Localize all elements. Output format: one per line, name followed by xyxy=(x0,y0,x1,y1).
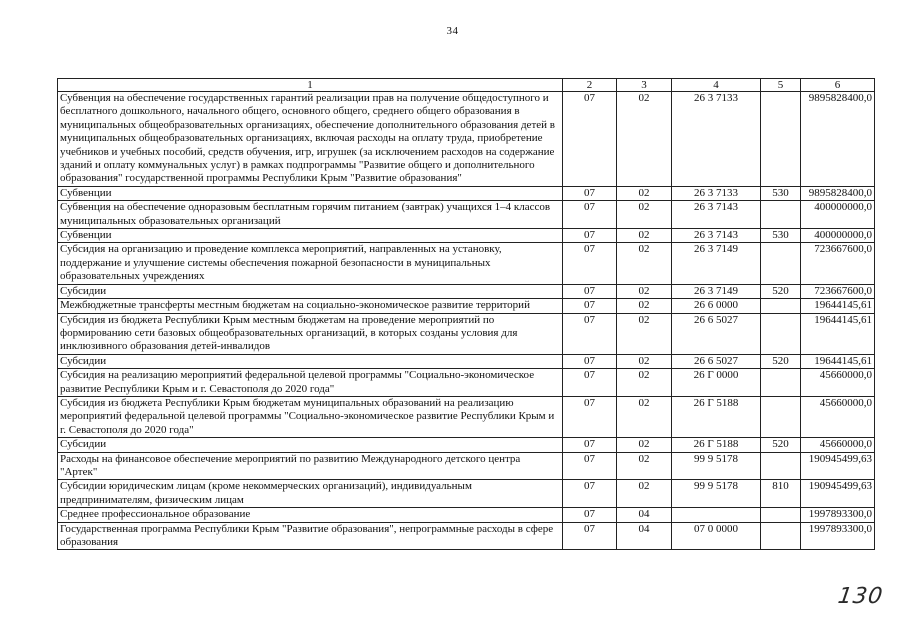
cell-amount: 19644145,61 xyxy=(801,354,875,368)
cell-target-article: 26 3 7143 xyxy=(672,229,761,243)
cell-section: 07 xyxy=(563,480,617,508)
table-row xyxy=(58,229,875,243)
cell-name: Среднее профессиональное образование xyxy=(58,508,563,522)
cell-amount: 723667600,0 xyxy=(801,243,875,284)
cell-section: 07 xyxy=(563,354,617,368)
table-row xyxy=(58,438,875,452)
cell-expense-type: 520 xyxy=(761,354,801,368)
table-row xyxy=(58,186,875,200)
cell-expense-type xyxy=(761,299,801,313)
table-row xyxy=(58,354,875,368)
cell-section: 07 xyxy=(563,284,617,298)
cell-amount: 190945499,63 xyxy=(801,452,875,480)
table-row xyxy=(58,522,875,550)
page-number: 34 xyxy=(446,25,459,37)
cell-section: 07 xyxy=(563,299,617,313)
cell-amount: 19644145,61 xyxy=(801,299,875,313)
cell-name: Субсидия из бюджета Республики Крым бюджетам муниципальных образований на реализацию мероприятий федеральной целевой программы "Социально-экономическое развитие Республики Крым и г. Севастополя до 2020 года" xyxy=(58,396,563,437)
cell-expense-type xyxy=(761,508,801,522)
header-col-2: 2 xyxy=(563,79,617,92)
table-row xyxy=(58,396,875,437)
table-row xyxy=(58,201,875,229)
cell-subsection: 02 xyxy=(617,396,672,437)
cell-subsection: 04 xyxy=(617,508,672,522)
cell-expense-type: 520 xyxy=(761,284,801,298)
cell-section: 07 xyxy=(563,452,617,480)
cell-amount: 45660000,0 xyxy=(801,438,875,452)
cell-expense-type xyxy=(761,369,801,397)
cell-name: Расходы на финансовое обеспечение мероприятий по развитию Международного детского центра "Артек" xyxy=(58,452,563,480)
cell-expense-type xyxy=(761,92,801,187)
cell-section: 07 xyxy=(563,396,617,437)
cell-subsection: 02 xyxy=(617,354,672,368)
table-row xyxy=(58,369,875,397)
cell-target-article: 26 Г 5188 xyxy=(672,438,761,452)
cell-amount: 723667600,0 xyxy=(801,284,875,298)
cell-target-article: 99 9 5178 xyxy=(672,480,761,508)
cell-subsection: 02 xyxy=(617,452,672,480)
cell-name: Субвенция на обеспечение государственных гарантий реализации прав на получение общедоступного и бесплатного дошкольного, начального общего, основного общего, среднего общего образования в муниципальных общеобразовательных организациях, обеспечение дополнительного образования детей в муниципальных общеобразовательных организациях, включая расходы на оплату труда, приобретение учебников и учебных пособий, средств обучения, игр, игрушек (за исключением расходов на содержание зданий и оплату коммунальных услуг) в рамках подпрограммы "Развитие общего и дополнительного образования" государственной программы Республики Крым "Развитие образования" xyxy=(58,92,563,187)
cell-amount: 1997893300,0 xyxy=(801,522,875,550)
cell-section: 07 xyxy=(563,508,617,522)
cell-amount: 1997893300,0 xyxy=(801,508,875,522)
cell-expense-type: 520 xyxy=(761,438,801,452)
cell-expense-type xyxy=(761,522,801,550)
cell-section: 07 xyxy=(563,313,617,354)
cell-target-article: 26 3 7133 xyxy=(672,92,761,187)
cell-subsection: 02 xyxy=(617,229,672,243)
cell-target-article: 26 6 5027 xyxy=(672,354,761,368)
cell-section: 07 xyxy=(563,438,617,452)
table-row xyxy=(58,92,875,187)
cell-name: Субсидия из бюджета Республики Крым местным бюджетам на проведение мероприятий по формированию сети базовых общеобразовательных организаций, в которых созданы условия для инклюзивного образования детей-инвалидов xyxy=(58,313,563,354)
cell-target-article xyxy=(672,508,761,522)
header-col-4: 4 xyxy=(672,79,761,92)
cell-section: 07 xyxy=(563,243,617,284)
cell-subsection: 02 xyxy=(617,313,672,354)
cell-name: Субвенции xyxy=(58,186,563,200)
cell-name: Межбюджетные трансферты местным бюджетам на социально-экономическое развитие территорий xyxy=(58,299,563,313)
cell-target-article: 26 6 0000 xyxy=(672,299,761,313)
cell-subsection: 02 xyxy=(617,369,672,397)
cell-subsection: 02 xyxy=(617,480,672,508)
cell-subsection: 04 xyxy=(617,522,672,550)
cell-expense-type xyxy=(761,396,801,437)
cell-subsection: 02 xyxy=(617,299,672,313)
cell-amount: 9895828400,0 xyxy=(801,92,875,187)
cell-expense-type xyxy=(761,243,801,284)
cell-amount: 9895828400,0 xyxy=(801,186,875,200)
cell-amount: 400000000,0 xyxy=(801,229,875,243)
table-row xyxy=(58,480,875,508)
cell-subsection: 02 xyxy=(617,92,672,187)
cell-section: 07 xyxy=(563,522,617,550)
cell-section: 07 xyxy=(563,201,617,229)
cell-target-article: 26 3 7143 xyxy=(672,201,761,229)
cell-amount: 19644145,61 xyxy=(801,313,875,354)
table-row xyxy=(58,313,875,354)
cell-expense-type: 810 xyxy=(761,480,801,508)
cell-name: Субсидии юридическим лицам (кроме некоммерческих организаций), индивидуальным предпринимателям, физическим лицам xyxy=(58,480,563,508)
header-col-5: 5 xyxy=(761,79,801,92)
cell-subsection: 02 xyxy=(617,201,672,229)
cell-target-article: 26 Г 0000 xyxy=(672,369,761,397)
cell-subsection: 02 xyxy=(617,284,672,298)
table-row xyxy=(58,299,875,313)
cell-target-article: 26 3 7149 xyxy=(672,243,761,284)
cell-expense-type: 530 xyxy=(761,186,801,200)
cell-name: Субвенция на обеспечение одноразовым бесплатным горячим питанием (завтрак) учащихся 1–4 классов муниципальных образовательных организаций xyxy=(58,201,563,229)
cell-expense-type: 530 xyxy=(761,229,801,243)
cell-target-article: 26 3 7133 xyxy=(672,186,761,200)
cell-name: Субсидии xyxy=(58,354,563,368)
cell-name: Субсидия на реализацию мероприятий федеральной целевой программы "Социально-экономическое развитие Республики Крым и г. Севастополя до 2020 года" xyxy=(58,369,563,397)
table-row xyxy=(58,243,875,284)
cell-subsection: 02 xyxy=(617,438,672,452)
table-row xyxy=(58,508,875,522)
cell-target-article: 26 Г 5188 xyxy=(672,396,761,437)
cell-section: 07 xyxy=(563,229,617,243)
handwritten-page-mark: 130 xyxy=(836,584,885,609)
header-col-1: 1 xyxy=(58,79,563,92)
cell-name: Субвенции xyxy=(58,229,563,243)
table-row xyxy=(58,452,875,480)
cell-target-article: 26 6 5027 xyxy=(672,313,761,354)
cell-expense-type xyxy=(761,452,801,480)
cell-expense-type xyxy=(761,201,801,229)
header-col-3: 3 xyxy=(617,79,672,92)
cell-expense-type xyxy=(761,313,801,354)
cell-section: 07 xyxy=(563,369,617,397)
cell-subsection: 02 xyxy=(617,186,672,200)
table-header-row xyxy=(58,79,875,92)
cell-name: Государственная программа Республики Крым "Развитие образования", непрограммные расходы в сфере образования xyxy=(58,522,563,550)
cell-amount: 400000000,0 xyxy=(801,201,875,229)
cell-amount: 45660000,0 xyxy=(801,396,875,437)
cell-target-article: 99 9 5178 xyxy=(672,452,761,480)
cell-name: Субсидии xyxy=(58,284,563,298)
table-row xyxy=(58,284,875,298)
cell-subsection: 02 xyxy=(617,243,672,284)
cell-name: Субсидия на организацию и проведение комплекса мероприятий, направленных на установку, поддержание и улучшение системы обеспечения пожарной безопасности в муниципальных образовательных учреждениях xyxy=(58,243,563,284)
cell-target-article: 26 3 7149 xyxy=(672,284,761,298)
cell-name: Субсидии xyxy=(58,438,563,452)
table-body xyxy=(58,92,875,550)
header-col-6: 6 xyxy=(801,79,875,92)
cell-amount: 45660000,0 xyxy=(801,369,875,397)
cell-section: 07 xyxy=(563,92,617,187)
budget-table xyxy=(57,78,875,550)
cell-amount: 190945499,63 xyxy=(801,480,875,508)
cell-section: 07 xyxy=(563,186,617,200)
cell-target-article: 07 0 0000 xyxy=(672,522,761,550)
